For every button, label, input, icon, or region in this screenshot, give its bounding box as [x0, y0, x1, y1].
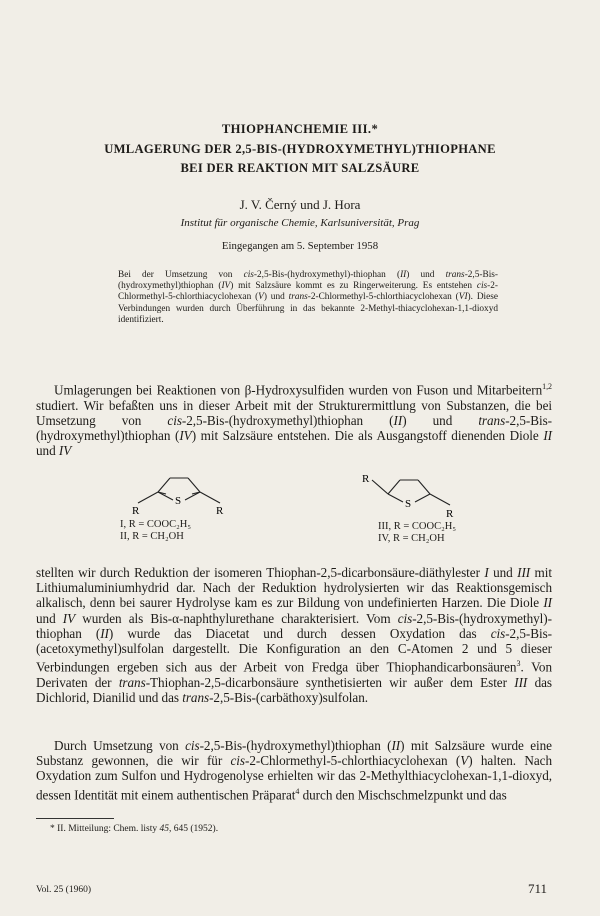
abstract — [118, 270, 498, 326]
authors: J. V. Černý und J. Hora — [239, 197, 361, 212]
text-run: ) und — [263, 292, 289, 303]
italic-term: I — [484, 565, 489, 580]
text-run: -2,5-Bis-(hydroxymethyl)-thiophan ( — [253, 270, 401, 280]
text-run: -Thiophan-2,5-dicarbonsäure synthetisierten wir außer dem Ester — [145, 674, 515, 690]
text-run: studiert. Wir befaßten uns in dieser Arbeit mit der Strukturermittlung von Substanzen, die bei Umsetzung von — [36, 397, 552, 428]
reference-marker: 3 — [516, 659, 521, 669]
italic-term: IV — [62, 610, 76, 626]
text-run: ) mit Salzsäure kommt es zu Ringerweiterung. Es entstehen — [230, 281, 477, 292]
caption-line: I, R = COOC₂H₅ — [120, 519, 191, 530]
structure-right — [358, 470, 488, 522]
footnote-suffix: , 645 (1952). — [169, 824, 219, 834]
sulfur-atom-label: S — [405, 498, 412, 510]
italic-term: cis — [476, 281, 488, 292]
body-paragraph-2 — [36, 565, 552, 705]
italic-term: II — [543, 595, 552, 611]
text-run: -2,5-Bis-(hydroxymethyl)thiophan ( — [181, 412, 394, 428]
received-date: Eingegangen am 5. September 1958 — [221, 240, 379, 252]
structure-left — [130, 468, 260, 520]
italic-term: II — [391, 738, 401, 753]
italic-term: II — [400, 270, 407, 280]
caption-line: III, R = COOC₂H₅ — [378, 521, 456, 532]
italic-term: IV — [221, 281, 231, 292]
r-group-label: R — [446, 508, 454, 520]
italic-term: IV — [58, 443, 72, 459]
text-run: ) mit Salzsäure wurde eine Substanz gewonnen, die wir für — [36, 738, 552, 769]
body-paragraph-1 — [36, 379, 552, 458]
r-group-label: R — [362, 473, 370, 485]
reference-marker: 4 — [295, 786, 300, 796]
caption-line: II, R = CH₂OH — [120, 531, 184, 542]
paragraph-text — [36, 379, 552, 458]
italic-term: V — [258, 292, 264, 303]
text-run: -2,5-Bis-(hydroxymethyl)thiophan ( — [36, 412, 552, 443]
italic-term: cis — [230, 753, 245, 769]
journal-volume: Vol. 25 (1960) — [36, 885, 91, 895]
italic-term: cis — [167, 412, 182, 428]
text-run: -2-Chlormethyl-5-chlorthiacyclohexan ( — [307, 292, 459, 303]
text-run: Bei der Umsetzung von — [118, 270, 244, 280]
text-run: ). Diese Verbindungen wurden durch Überführung in das bekannte 2-Methyl-thiacyclohexan-1,1-dioxyd identifiziert. — [118, 292, 498, 325]
article-title-line-2: BEI DER REAKTION MIT SALZSÄURE — [180, 161, 420, 175]
text-run: durch den Mischschmelzpunkt und das — [299, 787, 507, 802]
text-run: ) mit Salzsäure entstehen. Die als Ausgangstoff dienenden Diole — [191, 428, 544, 443]
italic-term: trans — [288, 292, 308, 303]
caption-line: IV, R = CH₂OH — [378, 533, 445, 544]
article-title-line-1: UMLAGERUNG DER 2,5-BIS-(HYDROXYMETHYL)THIOPHANE — [104, 142, 496, 156]
text-run: -2,5-Bis-(carbäthoxy)sulfolan. — [209, 690, 368, 706]
structure-left-caption — [120, 519, 230, 543]
text-run: das Dichlorid, Dianilid und das — [36, 674, 552, 706]
italic-term: trans — [182, 690, 210, 706]
institute: Institut für organische Chemie, Karlsuniversität, Prag — [180, 217, 420, 229]
text-run: -2-Chlormethyl-5-chlorthiacyclohexan ( — [245, 753, 461, 769]
italic-term: V — [460, 753, 469, 769]
sulfur-atom-label: S — [175, 495, 182, 507]
page-number: 711 — [528, 881, 548, 896]
text-run: ) und — [402, 412, 479, 428]
italic-term: trans — [118, 674, 146, 690]
footnote-rule — [36, 818, 114, 819]
text-run: stellten wir durch Reduktion der isomeren Thiophan-2,5-dicarbonsäure-diäthylester — [36, 565, 485, 580]
text-run: -2,5-Bis-(hydroxymethyl)-thiophan ( — [36, 610, 552, 641]
italic-term: cis — [397, 610, 413, 626]
paragraph-text — [36, 738, 552, 802]
text-run: -2-Chlormethyl-5-chlorthiacyclohexan ( — [118, 281, 498, 303]
italic-term: II — [543, 428, 552, 443]
footnote — [50, 824, 218, 834]
italic-term: VI — [458, 292, 468, 303]
text-run: und — [36, 610, 63, 626]
italic-term: trans — [445, 270, 465, 280]
text-run: wurden als Bis-α-naphthylurethane charakterisiert. Vom — [75, 610, 398, 626]
text-run: und — [488, 565, 518, 580]
italic-term: cis — [490, 625, 506, 641]
body-paragraph-3 — [36, 738, 552, 802]
italic-term: III — [517, 565, 531, 580]
text-run: . Von Derivaten der — [36, 659, 552, 690]
text-run: ) halten. Nach Oxydation zum Sulfon und Hydrogenolyse erhielten wir das 2-Methylthiacyclohexan-1,1-dioxyd, dessen Identität mit einem authentischen Präparat — [36, 753, 552, 802]
italic-term: IV — [179, 428, 192, 443]
abstract-text — [118, 270, 498, 326]
italic-term: cis — [243, 270, 254, 280]
reference-marker: 1,2 — [542, 382, 552, 391]
r-group-label: R — [216, 505, 224, 517]
text-run: Umlagerungen bei Reaktionen von β-Hydroxysulfiden wurden von Fuson und Mitarbeitern — [54, 382, 543, 398]
r-group-label: R — [132, 505, 140, 517]
paragraph-text — [36, 565, 552, 705]
footnote-prefix: * II. Mitteilung: Chem. listy — [50, 824, 160, 834]
italic-term: II — [393, 412, 403, 428]
text-run: mit Lithiumaluminiumhydrid dar. Nach der Reduktion hydrolysierten wir das Reaktionsgemisch alkalisch, denn bei saurer Hydrolyse kam es zur Bildung von undefinierten Harzen. Die Diole — [36, 565, 552, 611]
italic-term: trans — [478, 412, 506, 428]
text-run: ) und — [406, 270, 446, 280]
text-run: -2,5-Bis-(acetoxymethyl)sulfolan dargestellt. Die Konfiguration an den C-Atomen 2 und 5 dieser Verbindungen ergeben sich aus der Arbeit von Fredga über Thiophandicarbonsäuren — [36, 625, 552, 675]
text-run: und — [36, 443, 59, 459]
text-run: -2,5-Bis-(hydroxymethyl)thiophan ( — [118, 270, 498, 292]
text-run: -2,5-Bis-(hydroxymethyl)thiophan ( — [199, 738, 392, 753]
italic-term: cis — [185, 738, 200, 753]
footnote-volume: 45 — [159, 824, 170, 834]
italic-term: III — [514, 674, 528, 690]
series-title: THIOPHANCHEMIE III.* — [221, 122, 379, 136]
text-run: Durch Umsetzung von — [54, 738, 186, 753]
italic-term: II — [100, 625, 109, 641]
structure-right-caption — [378, 521, 488, 545]
text-run: ) wurde das Diacetat und durch dessen Oxydation das — [108, 625, 491, 641]
